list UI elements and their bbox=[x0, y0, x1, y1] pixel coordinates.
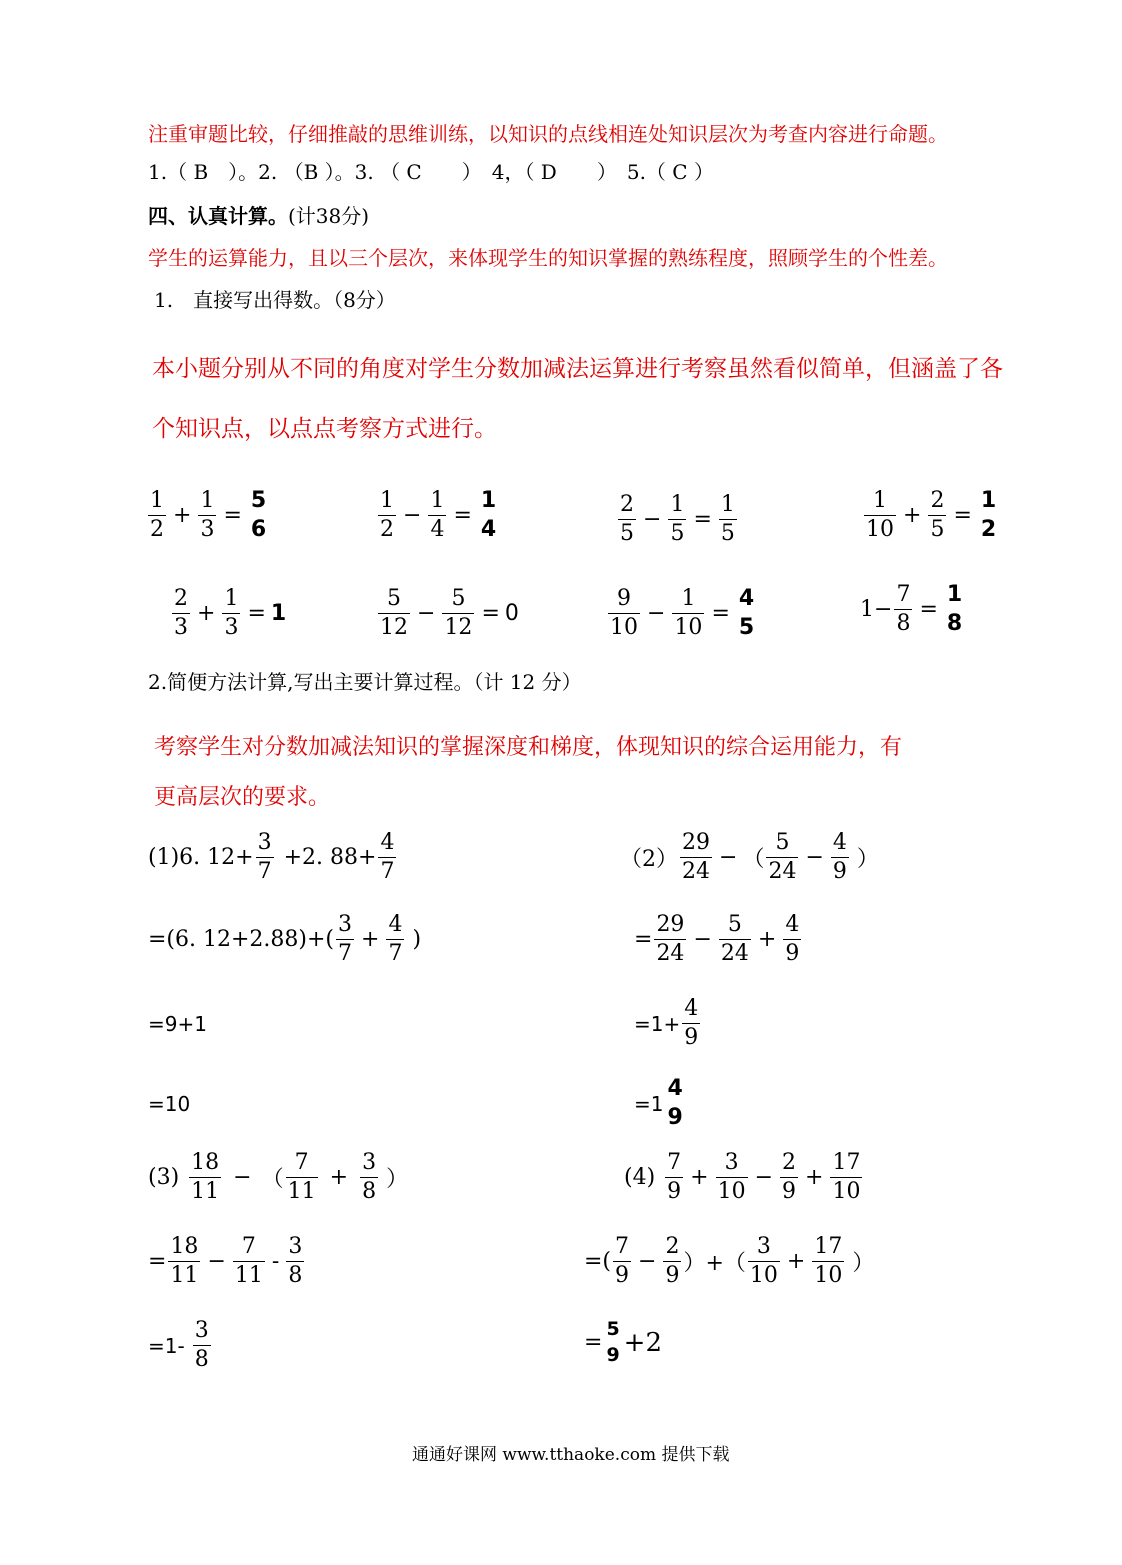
answers-line: 1.（ B ）。2. （B ）。3. （ C ） 4，（ D ） 5.（ C ） bbox=[148, 160, 714, 184]
part2-title: 2.简便方法计算,写出主要计算过程。（计 12 分） bbox=[148, 670, 582, 694]
math-text: =1+ bbox=[634, 1011, 681, 1036]
calc-q3 bbox=[148, 1152, 408, 1203]
fraction-numerator: 1 bbox=[720, 492, 735, 517]
fraction-numerator: 3 bbox=[724, 1150, 739, 1175]
math-operator: = bbox=[693, 507, 712, 532]
math-operator: − bbox=[719, 845, 738, 870]
math-text: =1 bbox=[634, 1091, 664, 1116]
math-operator: − bbox=[805, 845, 824, 870]
fraction-denominator: 3 bbox=[200, 517, 215, 542]
answer-fraction bbox=[737, 588, 756, 639]
fraction bbox=[668, 494, 686, 545]
fraction-denominator: 9 bbox=[667, 1105, 683, 1130]
calc-q4-step1 bbox=[584, 1236, 874, 1287]
math-text: (3) bbox=[148, 1165, 180, 1190]
fraction-denominator: 9 bbox=[785, 941, 800, 966]
fraction-denominator: 6 bbox=[250, 517, 267, 542]
calc-q2-step2 bbox=[634, 998, 702, 1049]
fraction bbox=[783, 914, 801, 965]
math-text: =( bbox=[584, 1249, 612, 1274]
math-text: 1− bbox=[860, 597, 893, 622]
fraction-denominator: 9 bbox=[782, 1179, 797, 1204]
answer-fraction bbox=[979, 490, 998, 541]
problem-3 bbox=[616, 494, 739, 545]
fraction bbox=[148, 490, 166, 541]
section4-heading bbox=[148, 200, 369, 229]
fraction bbox=[618, 494, 636, 545]
answer-value: 0 bbox=[504, 601, 519, 626]
math-operator: + bbox=[786, 1249, 806, 1274]
fraction-numerator: 7 bbox=[896, 582, 911, 607]
calc-q4-step2 bbox=[584, 1320, 662, 1365]
section4-note: 学生的运算能力，且以三个层次，来体现学生的知识掌握的熟练程度，照顾学生的个性差。 bbox=[148, 246, 948, 270]
fraction-denominator: 8 bbox=[288, 1263, 303, 1288]
fraction bbox=[716, 1152, 748, 1203]
fraction bbox=[680, 832, 712, 883]
fraction-denominator: 9 bbox=[615, 1263, 630, 1288]
fraction-denominator: 9 bbox=[684, 1025, 699, 1050]
math-operator: = bbox=[223, 503, 242, 528]
fraction-denominator: 11 bbox=[170, 1263, 199, 1288]
fraction-numerator: 2 bbox=[620, 492, 634, 517]
fraction-numerator: 7 bbox=[615, 1234, 630, 1259]
math-operator: = bbox=[711, 601, 730, 626]
fraction-denominator: 24 bbox=[720, 941, 749, 966]
answer-fraction bbox=[945, 584, 964, 635]
fraction-denominator: 24 bbox=[656, 941, 685, 966]
fraction-numerator: 29 bbox=[682, 830, 710, 855]
fraction-numerator: 18 bbox=[191, 1150, 220, 1175]
math-operator: − bbox=[417, 601, 436, 626]
fraction-denominator: 8 bbox=[896, 611, 911, 636]
fraction-numerator: 2 bbox=[665, 1234, 680, 1259]
fraction-denominator: 8 bbox=[946, 611, 963, 636]
math-operator: + bbox=[903, 503, 922, 528]
problem-4 bbox=[862, 490, 1000, 541]
fraction bbox=[608, 588, 640, 639]
math-operator: + bbox=[197, 601, 216, 626]
fraction-numerator: 2 bbox=[930, 488, 945, 513]
math-operator: = bbox=[919, 597, 938, 622]
fraction-numerator: 2 bbox=[174, 586, 188, 611]
math-text: ） bbox=[856, 847, 879, 872]
fraction-denominator: 5 bbox=[620, 521, 634, 546]
fraction-numerator: 4 bbox=[832, 830, 847, 855]
part1-note-line1: 本小题分别从不同的角度对学生分数加减法运算进行考察虽然看似简单，但涵盖了各 bbox=[152, 356, 1003, 382]
problem-1 bbox=[146, 490, 270, 541]
fraction-denominator: 8 bbox=[194, 1347, 209, 1372]
math-operator: − bbox=[643, 507, 662, 532]
fraction-denominator: 10 bbox=[674, 615, 703, 640]
fraction-numerator: 17 bbox=[832, 1150, 861, 1175]
fraction bbox=[168, 1236, 200, 1287]
fraction-numerator: 2 bbox=[782, 1150, 797, 1175]
fraction bbox=[780, 1152, 798, 1203]
fraction-numerator: 1 bbox=[200, 488, 215, 513]
fraction-numerator: 1 bbox=[224, 586, 239, 611]
fraction bbox=[378, 832, 396, 883]
math-operator: + bbox=[329, 1165, 349, 1190]
calc-q2-step3 bbox=[634, 1078, 687, 1129]
calc-q4 bbox=[624, 1152, 864, 1203]
fraction bbox=[864, 490, 896, 541]
fraction-numerator: 17 bbox=[814, 1234, 843, 1259]
calc-q1-step3: =10 bbox=[148, 1092, 191, 1116]
fraction-numerator: 7 bbox=[667, 1150, 682, 1175]
fraction bbox=[172, 588, 190, 639]
fraction bbox=[198, 490, 216, 541]
math-text: （ bbox=[261, 1167, 284, 1192]
fraction bbox=[286, 1236, 304, 1287]
math-text: ）+（ bbox=[683, 1251, 746, 1276]
fraction-denominator: 12 bbox=[380, 615, 408, 640]
math-operator: + bbox=[361, 927, 380, 952]
fraction-numerator: 1 bbox=[670, 492, 685, 517]
fraction bbox=[682, 998, 700, 1049]
math-text: = bbox=[148, 1249, 167, 1274]
fraction-denominator: 9 bbox=[667, 1179, 682, 1204]
fraction-numerator: 1 bbox=[380, 488, 394, 513]
fraction-numerator: 7 bbox=[294, 1150, 309, 1175]
answer-value: 1 bbox=[270, 601, 287, 626]
section4-title: 四、认真计算。 bbox=[148, 204, 288, 228]
fraction bbox=[830, 1152, 862, 1203]
part2-note-line2: 更高层次的要求。 bbox=[154, 785, 331, 810]
fraction bbox=[233, 1236, 265, 1287]
fraction bbox=[894, 584, 912, 635]
fraction-denominator: 7 bbox=[380, 859, 395, 884]
fraction bbox=[378, 490, 396, 541]
fraction-denominator: 9 bbox=[665, 1263, 680, 1288]
fraction bbox=[360, 1152, 378, 1203]
answer-fraction bbox=[249, 490, 268, 541]
fraction-numerator: 9 bbox=[617, 586, 631, 611]
fraction-denominator: 5 bbox=[930, 517, 945, 542]
math-operator: − bbox=[207, 1249, 226, 1274]
fraction-numerator: 1 bbox=[681, 586, 696, 611]
part1-title: 1. 直接写出得数。（8分） bbox=[154, 288, 396, 312]
fraction-numerator: 3 bbox=[362, 1150, 377, 1175]
fraction-denominator: 5 bbox=[670, 521, 685, 546]
calc-q3-step1 bbox=[148, 1236, 306, 1287]
math-operator: = bbox=[247, 601, 266, 626]
fraction-numerator: 4 bbox=[785, 912, 800, 937]
math-operator: − bbox=[693, 927, 712, 952]
fraction-denominator: 3 bbox=[224, 615, 239, 640]
fraction bbox=[665, 1152, 683, 1203]
fraction bbox=[428, 490, 446, 541]
calc-q1-step1 bbox=[148, 914, 421, 965]
math-operator: = bbox=[481, 601, 500, 626]
math-operator: = bbox=[953, 503, 972, 528]
fraction-numerator: 4 bbox=[684, 996, 699, 1021]
fraction-numerator: 3 bbox=[194, 1318, 209, 1343]
fraction bbox=[748, 1236, 780, 1287]
fraction-denominator: 8 bbox=[362, 1179, 377, 1204]
fraction-denominator: 5 bbox=[738, 615, 755, 640]
calc-q2-step1 bbox=[634, 914, 803, 965]
math-operator: − bbox=[647, 601, 666, 626]
fraction-numerator: 1 bbox=[946, 582, 963, 607]
fraction-numerator: 3 bbox=[288, 1234, 303, 1259]
fraction bbox=[604, 1320, 621, 1365]
fraction-numerator: 4 bbox=[667, 1076, 683, 1101]
math-operator: − bbox=[233, 1165, 252, 1190]
section4-score: (计38分) bbox=[288, 204, 370, 228]
header-note: 注重审题比较，仔细推敲的思维训练，以知识的点线相连处知识层次为考查内容进行命题。 bbox=[148, 122, 948, 146]
fraction-denominator: 10 bbox=[749, 1263, 778, 1288]
fraction-numerator: 1 bbox=[430, 488, 445, 513]
math-text: （2） bbox=[620, 847, 678, 872]
fraction-numerator: 3 bbox=[756, 1234, 771, 1259]
fraction-denominator: 24 bbox=[682, 859, 710, 884]
math-text: ) bbox=[412, 927, 422, 952]
fraction-denominator: 11 bbox=[191, 1179, 220, 1204]
math-text: ） bbox=[386, 1167, 409, 1192]
fraction bbox=[613, 1236, 631, 1287]
problem-7 bbox=[606, 588, 758, 639]
fraction bbox=[719, 914, 751, 965]
math-operator: − bbox=[638, 1249, 657, 1274]
fraction-numerator: 7 bbox=[241, 1234, 256, 1259]
calc-q3-step2 bbox=[148, 1320, 213, 1371]
calc-q1-step2: =9+1 bbox=[148, 1012, 207, 1036]
fraction bbox=[766, 832, 798, 883]
math-operator: + bbox=[690, 1165, 709, 1190]
fraction bbox=[256, 832, 274, 883]
problem-6 bbox=[376, 588, 519, 639]
math-operator: = bbox=[453, 503, 472, 528]
fraction-denominator: 9 bbox=[606, 1344, 620, 1366]
problem-2 bbox=[376, 490, 500, 541]
fraction-denominator: 5 bbox=[720, 521, 735, 546]
fraction-denominator: 7 bbox=[338, 941, 353, 966]
math-operator: - bbox=[271, 1249, 280, 1274]
fraction-numerator: 3 bbox=[257, 830, 272, 855]
fraction-denominator: 7 bbox=[388, 941, 403, 966]
fraction bbox=[665, 1078, 684, 1129]
fraction bbox=[831, 832, 849, 883]
math-text: +2 bbox=[623, 1327, 662, 1358]
fraction-numerator: 5 bbox=[775, 830, 790, 855]
fraction-numerator: 4 bbox=[388, 912, 403, 937]
footer-credit: 通通好课网 www.tthaoke.com 提供下载 bbox=[412, 1445, 730, 1465]
part2-note-line1: 考察学生对分数加减法知识的掌握深度和梯度，体现知识的综合运用能力，有 bbox=[154, 735, 903, 760]
fraction-numerator: 3 bbox=[338, 912, 353, 937]
fraction-denominator: 2 bbox=[150, 517, 164, 542]
fraction-numerator: 5 bbox=[387, 586, 401, 611]
math-operator: − bbox=[754, 1165, 774, 1190]
math-operator: + bbox=[805, 1165, 824, 1190]
answer-fraction bbox=[719, 494, 737, 545]
math-text: (4) bbox=[624, 1165, 656, 1190]
calc-q1 bbox=[148, 832, 398, 883]
fraction-denominator: 10 bbox=[814, 1263, 843, 1288]
fraction bbox=[222, 588, 240, 639]
fraction-denominator: 10 bbox=[866, 517, 894, 542]
fraction bbox=[286, 1152, 318, 1203]
fraction-denominator: 7 bbox=[257, 859, 272, 884]
math-text: =(6. 12+2.88)+( bbox=[148, 927, 335, 952]
fraction-numerator: 4 bbox=[380, 830, 395, 855]
problem-8 bbox=[860, 584, 966, 635]
math-text: = bbox=[584, 1330, 603, 1355]
fraction-numerator: 29 bbox=[656, 912, 685, 937]
fraction-numerator: 1 bbox=[480, 488, 497, 513]
fraction-numerator: 1 bbox=[150, 488, 164, 513]
fraction-numerator: 5 bbox=[451, 586, 466, 611]
problem-5 bbox=[170, 588, 286, 639]
math-text: ） bbox=[852, 1251, 875, 1276]
fraction bbox=[654, 914, 686, 965]
fraction-denominator: 4 bbox=[480, 517, 497, 542]
fraction-denominator: 10 bbox=[832, 1179, 861, 1204]
fraction bbox=[812, 1236, 844, 1287]
fraction bbox=[663, 1236, 681, 1287]
math-text: =1- bbox=[148, 1333, 185, 1358]
math-text: （ bbox=[742, 847, 765, 872]
fraction-numerator: 5 bbox=[250, 488, 267, 513]
fraction-denominator: 12 bbox=[444, 615, 473, 640]
fraction-numerator: 1 bbox=[873, 488, 887, 513]
fraction bbox=[442, 588, 474, 639]
fraction-denominator: 10 bbox=[717, 1179, 746, 1204]
fraction-denominator: 9 bbox=[832, 859, 847, 884]
fraction-denominator: 4 bbox=[430, 517, 445, 542]
calc-q2 bbox=[620, 832, 879, 883]
math-operator: + bbox=[757, 927, 777, 952]
fraction bbox=[336, 914, 354, 965]
fraction bbox=[386, 914, 404, 965]
fraction-numerator: 1 bbox=[980, 488, 997, 513]
fraction bbox=[189, 1152, 221, 1203]
fraction-numerator: 4 bbox=[738, 586, 755, 611]
part1-note-line2: 个知识点，以点点考察方式进行。 bbox=[152, 416, 497, 442]
fraction-denominator: 2 bbox=[380, 517, 394, 542]
fraction-denominator: 10 bbox=[610, 615, 638, 640]
fraction-denominator: 11 bbox=[287, 1179, 316, 1204]
fraction-denominator: 24 bbox=[768, 859, 797, 884]
math-text: +2. 88+ bbox=[283, 845, 377, 870]
fraction-numerator: 18 bbox=[170, 1234, 199, 1259]
fraction bbox=[672, 588, 704, 639]
fraction-denominator: 11 bbox=[234, 1263, 263, 1288]
fraction bbox=[928, 490, 946, 541]
math-text: (1)6. 12+ bbox=[148, 845, 254, 870]
fraction-denominator: 3 bbox=[174, 615, 188, 640]
answer-fraction bbox=[479, 490, 498, 541]
fraction bbox=[193, 1320, 211, 1371]
math-text: = bbox=[634, 927, 653, 952]
fraction-numerator: 5 bbox=[606, 1318, 620, 1340]
fraction-denominator: 2 bbox=[980, 517, 997, 542]
math-operator: − bbox=[403, 503, 422, 528]
fraction bbox=[378, 588, 410, 639]
math-operator: + bbox=[173, 503, 192, 528]
fraction-numerator: 5 bbox=[727, 912, 742, 937]
